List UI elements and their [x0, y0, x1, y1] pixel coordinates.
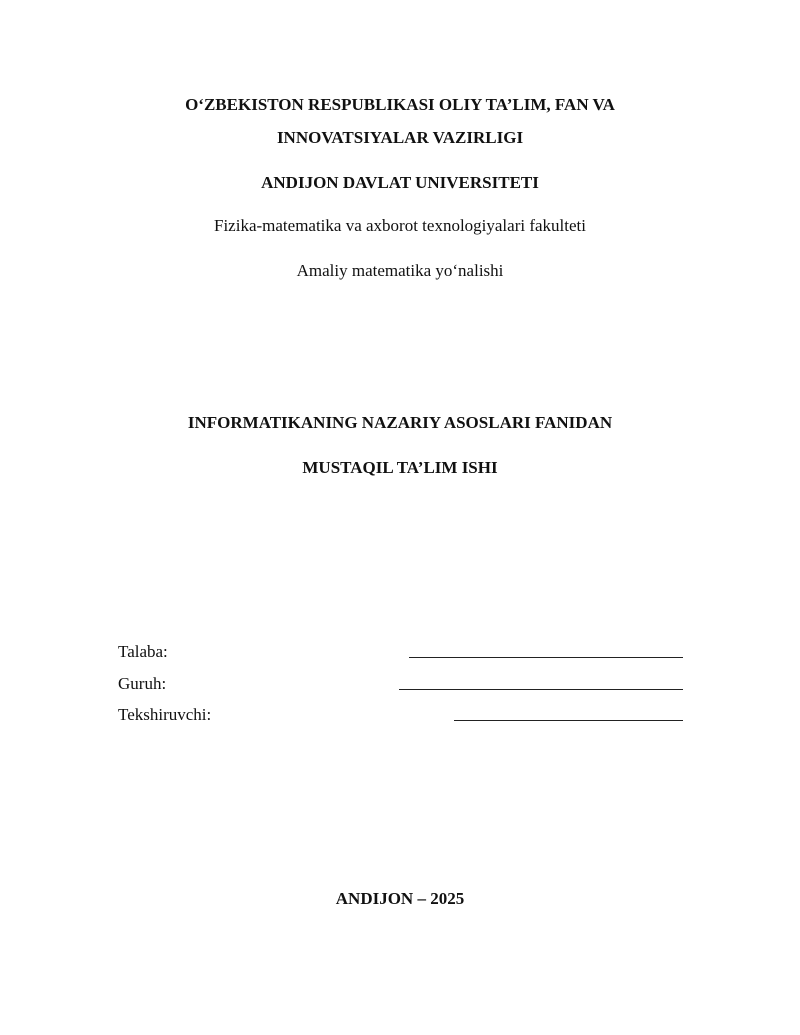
- ministry-title-line1: O‘ZBEKISTON RESPUBLIKASI OLIY TA’LIM, FAN VA: [185, 95, 615, 114]
- student-label: Talaba:: [118, 642, 168, 661]
- direction-name: Amaliy matematika yo‘nalishi: [296, 261, 504, 280]
- student-blank-line: [409, 657, 683, 658]
- work-type-title: MUSTAQIL TA’LIM ISHI: [302, 458, 498, 477]
- group-blank-line: [399, 689, 683, 690]
- reviewer-blank-line: [454, 720, 683, 721]
- city-year: ANDIJON – 2025: [335, 889, 465, 908]
- university-name: ANDIJON DAVLAT UNIVERSITETI: [261, 173, 539, 192]
- group-label: Guruh:: [118, 674, 167, 693]
- reviewer-label: Tekshiruvchi:: [118, 705, 212, 724]
- ministry-title-line2: INNOVATSIYALAR VAZIRLIGI: [276, 128, 524, 147]
- subject-title: INFORMATIKANING NAZARIY ASOSLARI FANIDAN: [187, 413, 613, 432]
- faculty-name: Fizika-matematika va axborot texnologiyalari fakulteti: [214, 216, 586, 235]
